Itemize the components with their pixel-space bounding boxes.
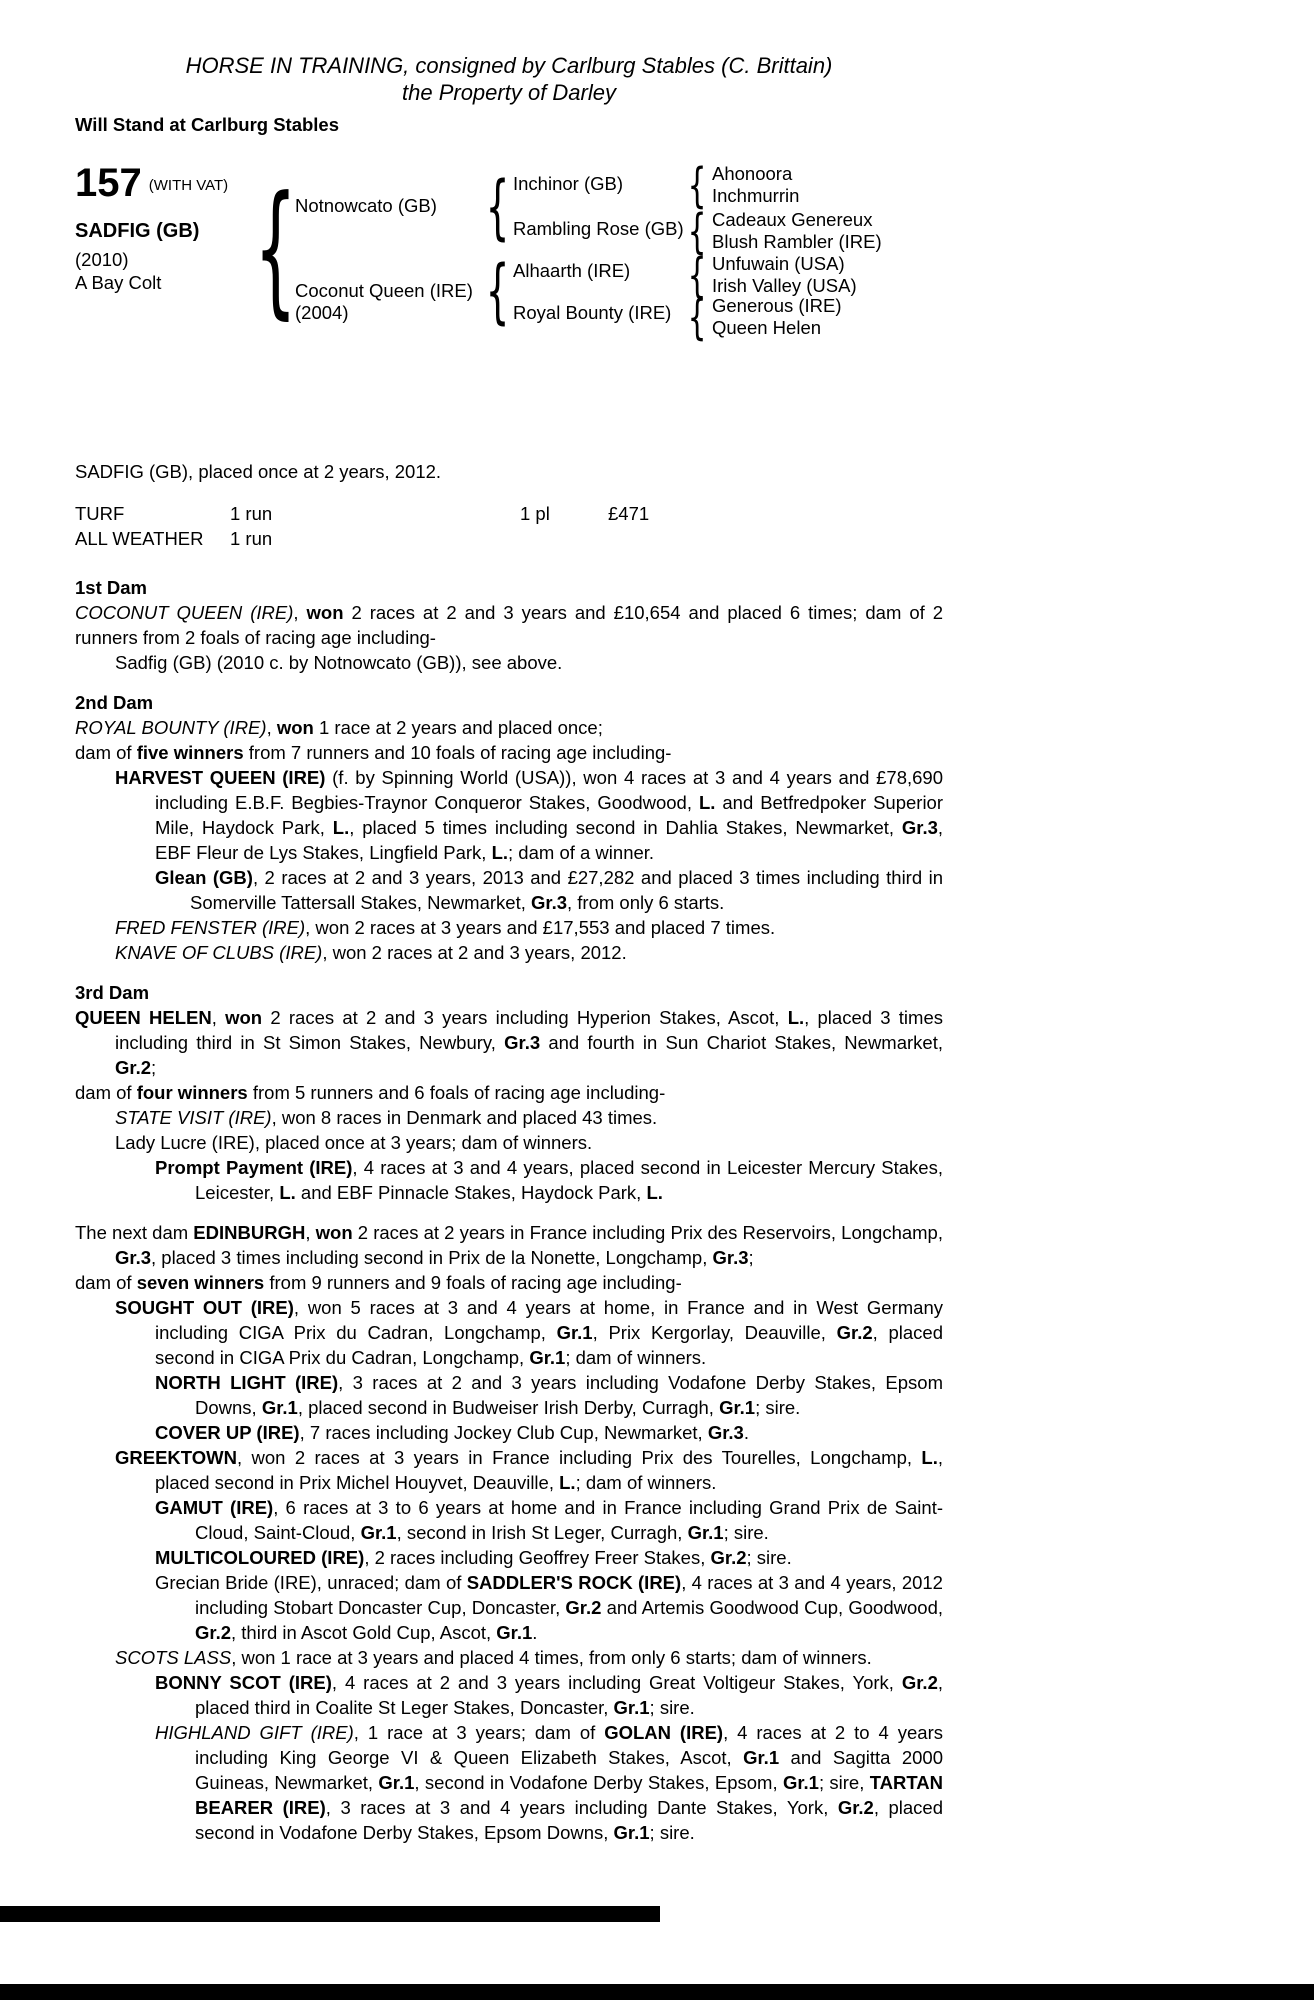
pedigree-brace-outer: { xyxy=(254,165,297,333)
text-run: , Prix Kergorlay, Deauville, xyxy=(592,1322,837,1343)
text-run: five winners xyxy=(136,742,244,763)
catalogue-paragraph xyxy=(75,1570,943,1645)
text-run: L. xyxy=(646,1182,663,1203)
text-run: , 1 race at 3 years; dam of xyxy=(353,1722,605,1743)
granddam-maternal: Royal Bounty (IRE) xyxy=(513,302,672,323)
text-run: , won 2 races at 3 years and £17,553 and placed 7 times. xyxy=(305,917,776,938)
text-run: Gr.2 xyxy=(115,1057,151,1078)
text-run: HIGHLAND GIFT (IRE) xyxy=(155,1722,354,1743)
text-run: ; dam of winners. xyxy=(575,1472,717,1493)
property-line: the Property of Darley xyxy=(402,80,616,105)
text-run: Grecian Bride (IRE), unraced; dam of xyxy=(155,1572,467,1593)
pedigree-tree xyxy=(75,157,943,355)
sire-name: Notnowcato (GB) xyxy=(295,195,437,216)
text-run: , placed second in Vodafone Derby Stakes, Epsom Downs, xyxy=(195,1797,944,1843)
horse-name: SADFIG (GB) xyxy=(75,220,200,242)
pedigree-brace-gg-1: { xyxy=(687,157,707,213)
dam-section-heading: 1st Dam xyxy=(75,577,147,598)
text-run: from 9 runners and 9 foals of racing age including- xyxy=(264,1272,682,1293)
catalogue-paragraph xyxy=(75,715,943,740)
text-run: GREEKTOWN xyxy=(115,1447,237,1468)
catalogue-paragraph xyxy=(75,1720,943,1845)
text-run: L. xyxy=(559,1472,576,1493)
catalogue-paragraph xyxy=(75,1155,943,1205)
text-run: ; sire. xyxy=(649,1697,695,1718)
record-placings: 1 pl xyxy=(520,503,550,524)
grandsire-maternal: Alhaarth (IRE) xyxy=(513,260,631,281)
text-run: , won 1 race at 3 years and placed 4 times, from only 6 starts; dam of winners. xyxy=(231,1647,872,1668)
text-run: Gr.1 xyxy=(719,1397,756,1418)
text-run: , won 5 races at 3 and 4 years at home, in France and in West Germany including CIGA Prix du Cadran, Longchamp, xyxy=(155,1297,943,1343)
text-run: , 4 races at 2 and 3 years including Great Voltigeur Stakes, York, xyxy=(331,1672,902,1693)
text-run: , EBF Fleur de Lys Stakes, Lingfield Park, xyxy=(155,817,944,863)
text-run: Gr.2 xyxy=(195,1622,231,1643)
text-run: , xyxy=(293,602,307,623)
catalogue-paragraph xyxy=(75,1220,943,1270)
record-surface: TURF xyxy=(75,503,125,524)
text-run: , 6 races at 3 to 6 years at home and in France including Grand Prix de Saint-Cloud, Saint-Cloud, xyxy=(195,1497,943,1543)
text-run: , second in Vodafone Derby Stakes, Epsom, xyxy=(414,1772,783,1793)
granddam-paternal: Rambling Rose (GB) xyxy=(513,218,684,239)
text-run: and fourth in Sun Chariot Stakes, Newmarket, xyxy=(540,1032,943,1053)
pedigree-brace-dam: { xyxy=(485,251,510,333)
great-grandparent-8: Queen Helen xyxy=(712,317,822,338)
text-run: FRED FENSTER (IRE) xyxy=(115,917,306,938)
text-run: EDINBURGH xyxy=(193,1222,306,1243)
text-run: dam of xyxy=(75,742,137,763)
text-run: Gr.3 xyxy=(531,892,567,913)
text-run: COVER UP (IRE) xyxy=(155,1422,300,1443)
catalogue-paragraph xyxy=(75,1105,943,1130)
great-grandparent-2: Inchmurrin xyxy=(712,185,800,206)
text-run: Gr.3 xyxy=(504,1032,541,1053)
dam-section xyxy=(75,980,943,1205)
text-run: Gr.1 xyxy=(782,1772,819,1793)
scan-artifact-bar-2 xyxy=(0,1984,1314,2000)
catalogue-paragraph xyxy=(75,1670,943,1720)
text-run: SCOTS LASS xyxy=(115,1647,232,1668)
text-run: won xyxy=(306,602,344,623)
text-run: (f. by Spinning World (USA)), won 4 races at 3 and 4 years and £78,690 including E.B.F. Begbies-Traynor Conqueror Stakes, Goodwood, xyxy=(155,767,943,813)
text-run: , won 2 races at 2 and 3 years, 2012. xyxy=(322,942,627,963)
text-run: , 2 races including Geoffrey Freer Stakes, xyxy=(364,1547,711,1568)
text-run: Gr.2 xyxy=(837,1797,874,1818)
text-run: won xyxy=(276,717,314,738)
text-run: QUEEN HELEN xyxy=(75,1007,212,1028)
text-run: ; dam of a winner. xyxy=(508,842,655,863)
text-run: TARTAN BEARER (IRE) xyxy=(195,1772,943,1818)
text-run: , from only 6 starts. xyxy=(567,892,725,913)
text-run: GOLAN (IRE) xyxy=(604,1722,724,1743)
text-run: and Artemis Goodwood Cup, Goodwood, xyxy=(601,1597,943,1618)
text-run: . xyxy=(743,1422,749,1443)
text-run: ; xyxy=(748,1247,754,1268)
text-run: BONNY SCOT (IRE) xyxy=(155,1672,332,1693)
text-run: won xyxy=(225,1007,263,1028)
lot-number: 157 xyxy=(75,161,142,205)
catalogue-paragraph xyxy=(75,740,943,765)
text-run: Gr.2 xyxy=(901,1672,938,1693)
great-grandparent-5: Unfuwain (USA) xyxy=(712,253,845,274)
scan-artifact-bar-1 xyxy=(0,1906,660,1922)
text-run: Glean (GB) xyxy=(155,867,253,888)
text-run: NORTH LIGHT (IRE) xyxy=(155,1372,339,1393)
horse-description: A Bay Colt xyxy=(75,272,162,293)
pedigree-brace-gg-4: { xyxy=(687,289,707,345)
text-run: The next dam xyxy=(75,1222,194,1243)
text-run: STATE VISIT (IRE) xyxy=(115,1107,272,1128)
great-grandparent-6: Irish Valley (USA) xyxy=(712,275,857,296)
grandsire-paternal: Inchinor (GB) xyxy=(513,173,624,194)
catalogue-paragraph xyxy=(75,1420,943,1445)
text-run: MULTICOLOURED (IRE) xyxy=(155,1547,365,1568)
catalogue-paragraph xyxy=(75,940,943,965)
dam-section-heading: 2nd Dam xyxy=(75,692,154,713)
text-run: , 2 races at 2 and 3 years, 2013 and £27,282 and placed 3 times including third in Somerville Tattersall Stakes, Newmarket, xyxy=(190,867,943,913)
dam-name: Coconut Queen (IRE) xyxy=(295,280,473,301)
text-run: , placed second in Prix Michel Houyvet, Deauville, xyxy=(155,1447,943,1493)
text-run: Gr.1 xyxy=(613,1697,650,1718)
dam-section xyxy=(75,1220,943,1845)
race-summary: SADFIG (GB), placed once at 2 years, 2012. xyxy=(75,461,442,482)
text-run: L. xyxy=(787,1007,805,1028)
text-run: , 3 races at 3 and 4 years including Dante Stakes, York, xyxy=(325,1797,838,1818)
text-run: ; sire. xyxy=(649,1822,695,1843)
horse-foaling-year: (2010) xyxy=(75,249,129,270)
text-run: , xyxy=(266,717,277,738)
text-run: dam of xyxy=(75,1272,137,1293)
text-run: Gr.1 xyxy=(496,1622,533,1643)
text-run: , 4 races at 3 and 4 years, 2012 including Stobart Doncaster Cup, Doncaster, xyxy=(195,1572,943,1618)
great-grandparent-3: Cadeaux Genereux xyxy=(712,209,873,230)
catalogue-paragraph xyxy=(75,865,943,915)
record-placings xyxy=(520,526,608,551)
record-runs: 1 run xyxy=(230,528,273,549)
text-run: from 7 runners and 10 foals of racing age including- xyxy=(243,742,672,763)
text-run: , placed 3 times including third in St Simon Stakes, Newbury, xyxy=(115,1007,943,1053)
text-run: ROYAL BOUNTY (IRE) xyxy=(75,717,267,738)
catalogue-paragraph xyxy=(75,765,943,865)
stand-location-note: Will Stand at Carlburg Stables xyxy=(75,114,340,135)
text-run: , placed third in Coalite St Leger Stakes, Doncaster, xyxy=(195,1672,943,1718)
catalogue-paragraph xyxy=(75,1295,943,1370)
text-run: L. xyxy=(921,1447,938,1468)
text-run: , placed 3 times including second in Prix de la Nonette, Longchamp, xyxy=(151,1247,713,1268)
text-run: 2 races at 2 and 3 years and £10,654 and placed 6 times; dam of 2 runners from 2 foals of racing age including- xyxy=(75,602,944,648)
text-run: , 4 races at 2 to 4 years including King George VI & Queen Elizabeth Stakes, Ascot, xyxy=(195,1722,943,1768)
catalogue-paragraph xyxy=(75,1080,943,1105)
text-run: , won 8 races in Denmark and placed 43 times. xyxy=(271,1107,658,1128)
great-grandparent-4: Blush Rambler (IRE) xyxy=(712,231,882,252)
text-run: dam of xyxy=(75,1082,137,1103)
text-run: SADDLER'S ROCK (IRE) xyxy=(466,1572,682,1593)
text-run: ; sire. xyxy=(755,1397,801,1418)
page-header xyxy=(75,0,943,106)
text-run: SOUGHT OUT (IRE) xyxy=(115,1297,294,1318)
text-run: L. xyxy=(332,817,350,838)
text-run: , second in Irish St Leger, Curragh, xyxy=(396,1522,688,1543)
text-run: Gr.2 xyxy=(710,1547,747,1568)
pedigree-brace-gg-3: { xyxy=(687,247,707,303)
record-runs: 1 run xyxy=(230,503,273,524)
text-run: Lady Lucre (IRE), placed once at 3 years; dam of winners. xyxy=(115,1132,593,1153)
pedigree-sections xyxy=(75,575,943,1845)
text-run: Prompt Payment (IRE) xyxy=(155,1157,353,1178)
text-run: . xyxy=(532,1622,538,1643)
text-run: , placed second in Budweiser Irish Derby, Curragh, xyxy=(297,1397,720,1418)
catalogue-content xyxy=(75,0,943,1845)
catalogue-paragraph xyxy=(75,600,943,650)
text-run: Gr.1 xyxy=(529,1347,566,1368)
catalogue-paragraph xyxy=(75,1270,943,1295)
record-surface: ALL WEATHER xyxy=(75,528,204,549)
text-run: and Betfredpoker Superior Mile, Haydock Park, xyxy=(155,792,944,838)
catalogue-paragraph xyxy=(75,1130,943,1155)
text-run: GAMUT (IRE) xyxy=(155,1497,274,1518)
text-run: KNAVE OF CLUBS (IRE) xyxy=(115,942,323,963)
text-run: 2 races at 2 years in France including Prix des Reservoirs, Longchamp, xyxy=(352,1222,943,1243)
text-run: , placed second in CIGA Prix du Cadran, Longchamp, xyxy=(155,1322,943,1368)
text-run: won xyxy=(315,1222,353,1243)
text-run: Gr.1 xyxy=(378,1772,415,1793)
text-run: Gr.3 xyxy=(712,1247,749,1268)
text-run: and Sagitta 2000 Guineas, Newmarket, xyxy=(195,1747,943,1793)
text-run: 2 races at 2 and 3 years including Hyperion Stakes, Ascot, xyxy=(262,1007,788,1028)
dam-section-heading: 3rd Dam xyxy=(75,982,150,1003)
catalogue-paragraph xyxy=(75,1445,943,1495)
text-run: ; sire. xyxy=(746,1547,792,1568)
catalogue-paragraph xyxy=(75,650,943,675)
text-run: HARVEST QUEEN (IRE) xyxy=(115,767,326,788)
text-run: Gr.1 xyxy=(613,1822,650,1843)
dam-section xyxy=(75,575,943,675)
text-run: Gr.2 xyxy=(836,1322,873,1343)
text-run: and EBF Pinnacle Stakes, Haydock Park, xyxy=(295,1182,647,1203)
text-run: Gr.2 xyxy=(565,1597,602,1618)
text-run: 1 race at 2 years and placed once; xyxy=(313,717,603,738)
consignment-title: HORSE IN TRAINING, consigned by Carlburg Stables (C. Brittain) xyxy=(185,53,833,78)
text-run: , xyxy=(211,1007,226,1028)
text-run: , 7 races including Jockey Club Cup, Newmarket, xyxy=(299,1422,708,1443)
dam-foaling-year: (2004) xyxy=(295,302,349,323)
text-run: four winners xyxy=(136,1082,248,1103)
catalogue-paragraph xyxy=(75,1370,943,1420)
dam-section xyxy=(75,690,943,965)
race-record-row xyxy=(75,501,943,526)
text-run: Gr.3 xyxy=(901,817,938,838)
text-run: Gr.1 xyxy=(360,1522,397,1543)
text-run: Gr.3 xyxy=(707,1422,744,1443)
catalogue-paragraph xyxy=(75,1495,943,1545)
text-run: ; sire. xyxy=(723,1522,769,1543)
text-run: Gr.1 xyxy=(261,1397,298,1418)
text-run: ; sire, xyxy=(818,1772,870,1793)
text-run: Gr.1 xyxy=(687,1522,724,1543)
pedigree-brace-sire: { xyxy=(485,167,510,249)
text-run: , placed 5 times including second in Dahlia Stakes, Newmarket, xyxy=(349,817,902,838)
lot-header xyxy=(75,163,228,203)
text-run: , 4 races at 3 and 4 years, placed second in Leicester Mercury Stakes, Leicester, xyxy=(195,1157,943,1203)
text-run: , won 2 races at 3 years in France including Prix des Tourelles, Longchamp, xyxy=(236,1447,922,1468)
text-run: from 5 runners and 6 foals of racing age including- xyxy=(247,1082,666,1103)
text-run: L. xyxy=(698,792,716,813)
race-record-row xyxy=(75,526,943,551)
catalogue-paragraph xyxy=(75,1645,943,1670)
text-run: , 3 races at 2 and 3 years including Vodafone Derby Stakes, Epsom Downs, xyxy=(195,1372,944,1418)
text-run: ; dam of winners. xyxy=(565,1347,707,1368)
text-run: Gr.3 xyxy=(115,1247,151,1268)
text-run: , xyxy=(305,1222,316,1243)
text-run: L. xyxy=(279,1182,296,1203)
catalogue-paragraph xyxy=(75,1545,943,1570)
vat-note: (WITH VAT) xyxy=(148,177,229,194)
race-record-table xyxy=(75,501,943,551)
great-grandparent-7: Generous (IRE) xyxy=(712,295,842,316)
text-run: Gr.1 xyxy=(743,1747,780,1768)
catalogue-paragraph xyxy=(75,1005,943,1080)
text-run: ; xyxy=(151,1057,157,1078)
text-run: L. xyxy=(491,842,509,863)
record-earnings: £471 xyxy=(608,503,650,524)
text-run: COCONUT QUEEN (IRE) xyxy=(75,602,294,623)
text-run: Gr.1 xyxy=(556,1322,593,1343)
catalogue-paragraph xyxy=(75,915,943,940)
great-grandparent-1: Ahonoora xyxy=(712,163,793,184)
text-run: seven winners xyxy=(136,1272,265,1293)
text-run: , third in Ascot Gold Cup, Ascot, xyxy=(231,1622,497,1643)
text-run: Sadfig (GB) (2010 c. by Notnowcato (GB)), see above. xyxy=(115,652,563,673)
pedigree-brace-gg-2: { xyxy=(687,203,707,259)
